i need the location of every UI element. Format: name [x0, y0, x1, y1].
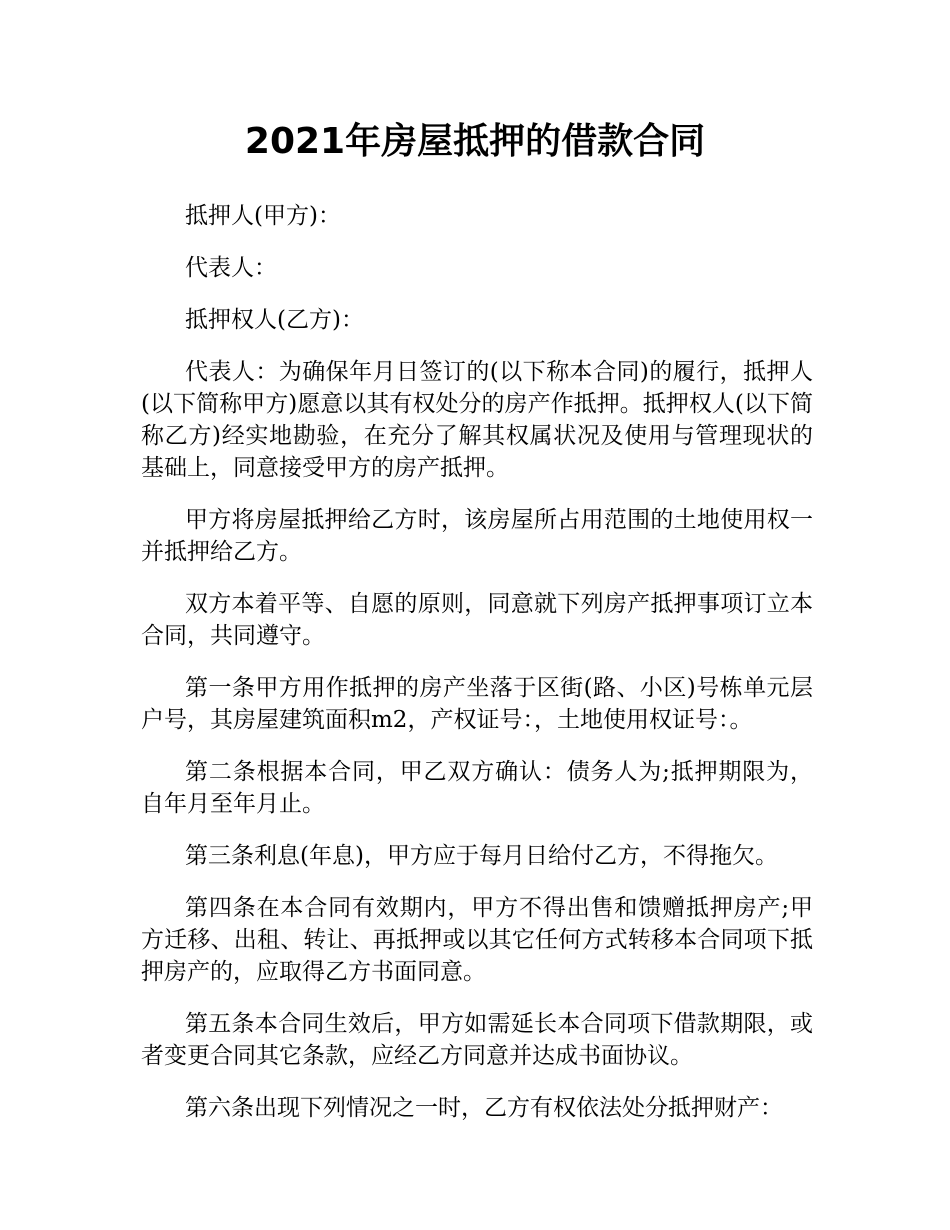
- document-title: 2021年房屋抵押的借款合同: [244, 121, 706, 162]
- paragraph-mortgagor: 抵押人(甲方)：: [185, 203, 341, 229]
- article-6: 第六条出现下列情况之一时，乙方有权依法处分抵押财产：: [185, 1095, 783, 1121]
- paragraph-principles: 双方本着平等、自愿的原则，同意就下列房产抵押事项订立本合同，共同遵守。: [141, 591, 813, 649]
- article-4: 第四条在本合同有效期内，甲方不得出售和馈赠抵押房产;甲方迁移、出租、转让、再抵押或以其它任何方式转移本合同项下抵押房产的，应取得乙方书面同意。: [141, 895, 813, 985]
- article-5: 第五条本合同生效后，甲方如需延长本合同项下借款期限，或者变更合同其它条款，应经乙方同意并达成书面协议。: [141, 1011, 813, 1069]
- article-3: 第三条利息(年息)，甲方应于每月日给付乙方，不得拖欠。: [185, 843, 778, 869]
- article-1: 第一条甲方用作抵押的房产坐落于区街(路、小区)号栋单元层户号，其房屋建筑面积m2，产权证号：，土地使用权证号：。: [141, 675, 813, 733]
- paragraph-land-use: 甲方将房屋抵押给乙方时，该房屋所占用范围的土地使用权一并抵押给乙方。: [141, 507, 813, 565]
- paragraph-representative-a: 代表人：: [185, 255, 277, 281]
- document-body: [141, 200, 813, 1144]
- paragraph-preamble: 代表人：为确保年月日签订的(以下称本合同)的履行，抵押人(以下简称甲方)愿意以其有权处分的房产作抵押。抵押权人(以下简称乙方)经实地勘验，在充分了解其权属状况及使用与管理现状的基础上，同意接受甲方的房产抵押。: [141, 359, 813, 481]
- article-2: 第二条根据本合同，甲乙双方确认：债务人为;抵押期限为，自年月至年月止。: [141, 759, 813, 817]
- paragraph-mortgagee: 抵押权人(乙方)：: [185, 307, 364, 333]
